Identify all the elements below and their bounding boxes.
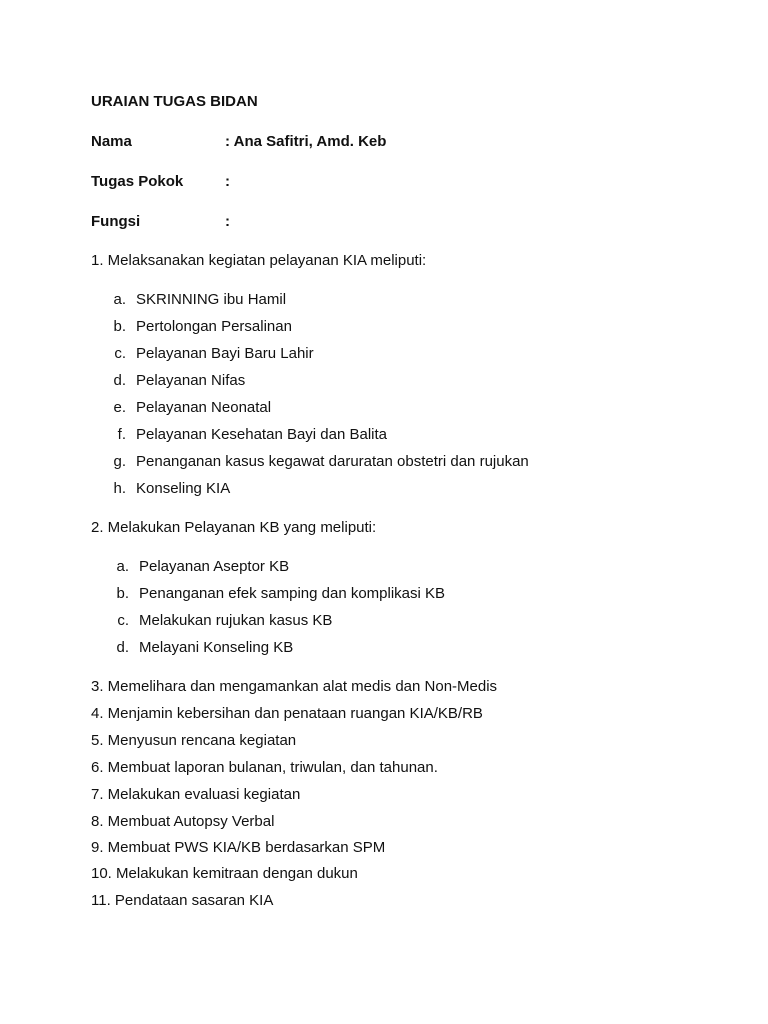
section1-item-text: Pelayanan Bayi Baru Lahir xyxy=(136,345,314,362)
section1-item-marker: d. xyxy=(113,372,126,389)
section1-item-text: Penanganan kasus kegawat daruratan obstetri dan rujukan xyxy=(136,453,529,470)
section1-item-marker: g. xyxy=(113,453,126,470)
section2-item-text: Pelayanan Aseptor KB xyxy=(139,558,290,575)
numbered-item: 6. Membuat laporan bulanan, triwulan, dan tahunan. xyxy=(91,759,438,776)
section2-item-marker: d. xyxy=(116,639,129,656)
field-value-nama: : Ana Safitri, Amd. Keb xyxy=(225,133,387,150)
numbered-item: 8. Membuat Autopsy Verbal xyxy=(91,813,275,830)
section1-item-text: Pelayanan Neonatal xyxy=(136,399,272,416)
field-label-nama: Nama xyxy=(91,133,132,150)
document-title: URAIAN TUGAS BIDAN xyxy=(91,93,258,110)
section2-heading: 2. Melakukan Pelayanan KB yang meliputi: xyxy=(91,519,377,536)
numbered-item: 7. Melakukan evaluasi kegiatan xyxy=(91,786,301,803)
section2-item-text: Melakukan rujukan kasus KB xyxy=(139,612,333,629)
field-label-tugas-pokok: Tugas Pokok xyxy=(91,173,184,190)
section1-item-marker: e. xyxy=(113,399,126,416)
numbered-item: 9. Membuat PWS KIA/KB berdasarkan SPM xyxy=(91,839,386,856)
section1-item-text: Pelayanan Nifas xyxy=(136,372,246,389)
section1-item-marker: f. xyxy=(117,426,126,443)
section2-item-text: Penanganan efek samping dan komplikasi KB xyxy=(139,585,446,602)
field-value-tugas-pokok: : xyxy=(225,173,230,190)
section2-item-marker: c. xyxy=(117,612,129,629)
section2-item-text: Melayani Konseling KB xyxy=(139,639,294,656)
section1-item-text: SKRINNING ibu Hamil xyxy=(136,291,287,308)
numbered-item: 11. Pendataan sasaran KIA xyxy=(91,892,274,909)
field-value-fungsi: : xyxy=(225,213,230,230)
numbered-item: 10. Melakukan kemitraan dengan dukun xyxy=(91,865,358,882)
section1-item-text: Pelayanan Kesehatan Bayi dan Balita xyxy=(136,426,388,443)
section1-item-text: Pertolongan Persalinan xyxy=(136,318,292,335)
section2-item-marker: b. xyxy=(116,585,129,602)
numbered-item: 4. Menjamin kebersihan dan penataan ruangan KIA/KB/RB xyxy=(91,705,483,722)
field-label-fungsi: Fungsi xyxy=(91,213,141,230)
section1-item-marker: h. xyxy=(113,480,126,497)
section1-item-text: Konseling KIA xyxy=(136,480,231,497)
section1-item-marker: b. xyxy=(113,318,126,335)
section1-item-marker: a. xyxy=(113,291,126,308)
section2-item-marker: a. xyxy=(116,558,129,575)
numbered-item: 3. Memelihara dan mengamankan alat medis dan Non-Medis xyxy=(91,678,498,695)
numbered-item: 5. Menyusun rencana kegiatan xyxy=(91,732,297,749)
section1-item-marker: c. xyxy=(114,345,126,362)
section1-heading: 1. Melaksanakan kegiatan pelayanan KIA meliputi: xyxy=(91,252,427,269)
